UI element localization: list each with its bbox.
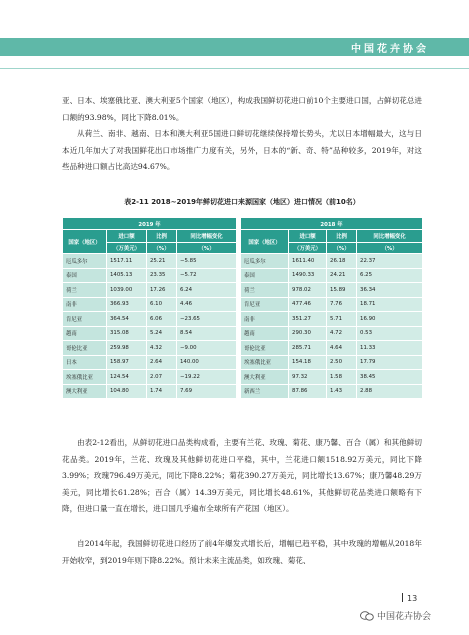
wechat-icon [360, 611, 374, 621]
share-cell: 1.74 [147, 384, 177, 399]
change-cell: 18.71 [357, 297, 423, 312]
country-cell: 厄瓜多尔 [63, 254, 107, 269]
country-cell: 南非 [241, 312, 289, 327]
page-number [402, 593, 417, 603]
header-title: 中国花卉协会 [351, 44, 429, 55]
country-cell: 哥伦比亚 [241, 341, 289, 356]
country-cell: 厄瓜多尔 [241, 254, 289, 269]
change-cell: −5.72 [177, 268, 237, 283]
paragraph-1: 亚、日本、埃塞俄比亚、澳大利亚5个国家（地区），构成我国鲜切花进口前10个主要进口国，占鲜切花总进口额的93.98%，同比下降8.01%。 [62, 96, 423, 122]
amount-cell: 351.27 [289, 312, 327, 327]
amount-cell: 154.18 [289, 355, 327, 370]
table-row [63, 326, 423, 341]
amount-cell: 1611.40 [289, 254, 327, 269]
change-cell: −9.00 [177, 341, 237, 356]
change-cell: 0.53 [357, 326, 423, 341]
amount-cell: 364.54 [107, 312, 147, 327]
country-cell: 南非 [63, 297, 107, 312]
amount-cell: 978.02 [289, 283, 327, 298]
table-caption: 表2-11 2018~2019年鲜切花进口来源国家（地区）进口情况（前10名） [124, 198, 360, 206]
amount-cell: 104.80 [107, 384, 147, 399]
change-cell: 16.90 [357, 312, 423, 327]
change-cell: 11.33 [357, 341, 423, 356]
amount-unit: （万美元） [107, 243, 147, 254]
change-cell: 17.79 [357, 355, 423, 370]
amount-header: 进口额 [289, 230, 327, 243]
share-header: 比例 [147, 230, 177, 243]
table-row [63, 297, 423, 312]
share-cell: 1.43 [327, 384, 357, 399]
country-cell: 肯尼亚 [63, 312, 107, 327]
amount-cell: 290.30 [289, 326, 327, 341]
country-cell: 哥伦比亚 [63, 341, 107, 356]
share-cell: 7.76 [327, 297, 357, 312]
page-number-text: 13 [407, 594, 418, 603]
country-cell: 荷兰 [63, 283, 107, 298]
change-cell: 38.45 [357, 370, 423, 385]
amount-cell: 366.93 [107, 297, 147, 312]
change-header: 同比增幅变化 [177, 230, 237, 243]
amount-header: 进口额 [107, 230, 147, 243]
table-row [63, 312, 423, 327]
paragraph-3: 由表2-12看出，从鲜切花进口品类构成看，主要有兰花、玫瑰、菊花、康乃馨、百合（属）和其他鲜切花品类。2019年，兰花、玫瑰及其他鲜切花进口平稳，其中，兰花进口额1518.92万美元，同比下降3.99%；玫瑰796.49万美元，同比下降8.22%；菊花390.27万美元，同比增长13.67%；康乃馨48.29万美元，同比增长61.28%；百合（属）14.39万美元，同比增长48.61%，其他鲜切花品类进口额略有下降，但进口量一直在增长，进口国几乎遍布全球所有产花国（地区）。 [62, 438, 422, 513]
paragraph-4: 自2014年起，我国鲜切花进口经历了前4年爆发式增长后，增幅已趋平稳，其中玫瑰的增幅从2018年开始收窄，到2019年则下降8.22%。预计未来主流品类，如玫瑰、菊花、 [62, 539, 422, 565]
country-cell: 泰国 [63, 268, 107, 283]
amount-cell: 1039.00 [107, 283, 147, 298]
country-cell: 埃塞俄比亚 [241, 355, 289, 370]
change-cell: 6.24 [177, 283, 237, 298]
header-divider [0, 68, 469, 69]
country-cell: 澳大利亚 [63, 384, 107, 399]
share-cell: 4.72 [327, 326, 357, 341]
table-row [63, 254, 423, 269]
amount-cell: 285.71 [289, 341, 327, 356]
paragraph-2: 从荷兰、南非、越南、日本和澳大利亚5国进口鲜切花继续保持增长势头，尤以日本增幅最大，这与日本近几年加大了对我国鲜花出口市场推广力度有关，另外，日本的“新、奇、特”品种较多，2019年，对这些品种进口额占比高达94.67%。 [62, 129, 422, 171]
country-cell: 越南 [241, 326, 289, 341]
watermark [360, 609, 431, 622]
table-row [63, 341, 423, 356]
table-row [63, 384, 423, 399]
country-cell: 荷兰 [241, 283, 289, 298]
change-cell: 7.69 [177, 384, 237, 399]
share-cell: 6.06 [147, 312, 177, 327]
share-cell: 17.26 [147, 283, 177, 298]
change-cell: −23.65 [177, 312, 237, 327]
country-cell: 越南 [63, 326, 107, 341]
country-cell: 新西兰 [241, 384, 289, 399]
amount-cell: 158.97 [107, 355, 147, 370]
amount-cell: 1405.13 [107, 268, 147, 283]
amount-cell: 124.54 [107, 370, 147, 385]
share-unit: （%） [327, 243, 357, 254]
table-row [63, 283, 423, 298]
change-header: 同比增幅变化 [357, 230, 423, 243]
share-cell: 5.24 [147, 326, 177, 341]
share-cell: 1.58 [327, 370, 357, 385]
country-cell: 肯尼亚 [241, 297, 289, 312]
country-header: 国家（地区） [241, 230, 289, 254]
share-cell: 2.07 [147, 370, 177, 385]
share-cell: 4.32 [147, 341, 177, 356]
share-cell: 24.21 [327, 268, 357, 283]
share-cell: 6.10 [147, 297, 177, 312]
import-table [62, 217, 423, 399]
share-cell: 25.21 [147, 254, 177, 269]
change-cell: 2.88 [357, 384, 423, 399]
share-unit: （%） [147, 243, 177, 254]
change-cell: 36.34 [357, 283, 423, 298]
country-cell: 澳大利亚 [241, 370, 289, 385]
share-header: 比例 [327, 230, 357, 243]
amount-cell: 97.32 [289, 370, 327, 385]
watermark-text: 中国花卉协会 [377, 612, 432, 622]
table-row [63, 355, 423, 370]
change-cell: −5.85 [177, 254, 237, 269]
change-cell: 22.37 [357, 254, 423, 269]
share-cell: 26.18 [327, 254, 357, 269]
change-cell: −19.22 [177, 370, 237, 385]
year-2019-header: 2019 年 [63, 218, 237, 230]
change-cell: 140.00 [177, 355, 237, 370]
table-row [63, 370, 423, 385]
change-unit: （%） [177, 243, 237, 254]
share-cell: 5.71 [327, 312, 357, 327]
change-cell: 4.46 [177, 297, 237, 312]
amount-cell: 87.86 [289, 384, 327, 399]
change-unit: （%） [357, 243, 423, 254]
year-2018-header: 2018 年 [241, 218, 423, 230]
amount-cell: 1517.11 [107, 254, 147, 269]
amount-cell: 315.08 [107, 326, 147, 341]
country-cell: 埃塞俄比亚 [63, 370, 107, 385]
change-cell: 6.25 [357, 268, 423, 283]
amount-unit: （万美元） [289, 243, 327, 254]
share-cell: 23.35 [147, 268, 177, 283]
amount-cell: 259.98 [107, 341, 147, 356]
country-cell: 泰国 [241, 268, 289, 283]
country-cell: 日本 [63, 355, 107, 370]
share-cell: 2.64 [147, 355, 177, 370]
country-header: 国家（地区） [63, 230, 107, 254]
amount-cell: 477.46 [289, 297, 327, 312]
share-cell: 15.89 [327, 283, 357, 298]
change-cell: 8.54 [177, 326, 237, 341]
share-cell: 2.50 [327, 355, 357, 370]
table-row [63, 268, 423, 283]
share-cell: 4.64 [327, 341, 357, 356]
amount-cell: 1490.33 [289, 268, 327, 283]
